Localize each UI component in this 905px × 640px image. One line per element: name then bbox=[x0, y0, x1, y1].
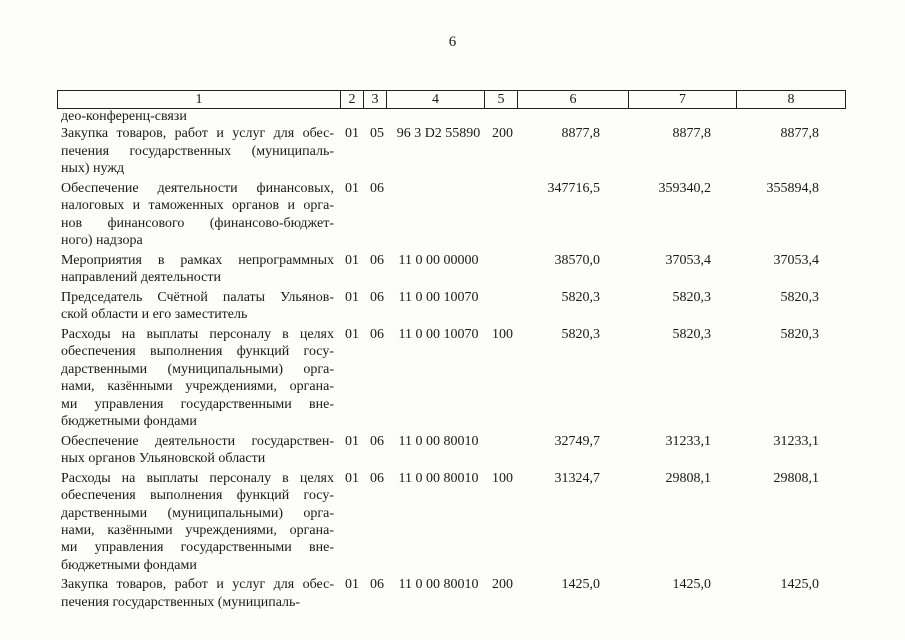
row-description bbox=[61, 180, 334, 250]
subsection-code: 06 bbox=[370, 470, 384, 486]
table-row bbox=[0, 289, 905, 326]
amount-col8: 31233,1 bbox=[773, 433, 819, 449]
amount-col7: 37053,4 bbox=[665, 252, 711, 268]
expense-type-code: 200 bbox=[492, 577, 513, 593]
description-line: дарственными (муниципальными) орга- bbox=[61, 505, 334, 521]
amount-col6: 1425,0 bbox=[561, 577, 600, 593]
expense-type-code: 200 bbox=[492, 126, 513, 142]
description-line: Расходы на выплаты персоналу в целях bbox=[61, 470, 334, 486]
amount-col7: 359340,2 bbox=[658, 180, 711, 196]
table-row bbox=[0, 576, 905, 613]
expense-type-code: 100 bbox=[492, 470, 513, 486]
description-line: Обеспечение деятельности финансовых, bbox=[61, 180, 334, 196]
amount-col7: 5820,3 bbox=[672, 289, 711, 305]
description-line: Обеспечение деятельности государствен- bbox=[61, 433, 334, 449]
column-header-7: 7 bbox=[629, 91, 737, 109]
column-header-1: 1 bbox=[58, 91, 341, 109]
column-header-6: 6 bbox=[518, 91, 629, 109]
description-line: нов финансового (финансово-бюджет- bbox=[61, 215, 334, 231]
target-article-code: 96 3 D2 55890 bbox=[396, 126, 481, 142]
description-line: бюджетными фондами bbox=[61, 414, 197, 429]
table-row bbox=[0, 433, 905, 470]
row-description bbox=[61, 125, 334, 177]
amount-col8: 8877,8 bbox=[780, 126, 819, 142]
amount-col7: 31233,1 bbox=[665, 433, 711, 449]
row-description bbox=[61, 470, 334, 574]
description-line: печения государственных (муниципаль- bbox=[61, 594, 301, 610]
amount-col7: 29808,1 bbox=[665, 470, 711, 486]
row-description bbox=[61, 252, 334, 287]
budget-table-body bbox=[0, 108, 905, 614]
column-header-2: 2 bbox=[341, 91, 364, 109]
section-code: 01 bbox=[345, 126, 359, 142]
target-article-code: 11 0 00 10070 bbox=[398, 289, 479, 305]
amount-col8: 1425,0 bbox=[780, 577, 819, 593]
description-line: нами, казёнными учреждениями, органа- bbox=[61, 522, 334, 538]
section-code: 01 bbox=[345, 433, 359, 449]
description-line: ми управления государственными вне- bbox=[61, 396, 334, 412]
amount-col6: 32749,7 bbox=[554, 433, 600, 449]
section-code: 01 bbox=[345, 470, 359, 486]
description-line: ных) нужд bbox=[61, 161, 125, 177]
subsection-code: 05 bbox=[370, 126, 384, 142]
column-header-5: 5 bbox=[485, 91, 518, 109]
amount-col8: 5820,3 bbox=[780, 289, 819, 305]
description-line: Закупка товаров, работ и услуг для обес- bbox=[61, 577, 334, 593]
description-line: ской области и его заместитель bbox=[61, 307, 248, 323]
description-line: Расходы на выплаты персоналу в целях bbox=[61, 326, 334, 342]
amount-col7: 1425,0 bbox=[672, 577, 711, 593]
page-number: 6 bbox=[448, 34, 457, 50]
amount-col6: 8877,8 bbox=[561, 126, 600, 142]
column-header-8: 8 bbox=[737, 91, 846, 109]
description-line: нами, казёнными учреждениями, органа- bbox=[61, 379, 334, 395]
subsection-code: 06 bbox=[370, 433, 384, 449]
subsection-code: 06 bbox=[370, 326, 384, 342]
section-code: 01 bbox=[345, 252, 359, 268]
column-header-row bbox=[58, 91, 846, 109]
subsection-code: 06 bbox=[370, 252, 384, 268]
subsection-code: 06 bbox=[370, 289, 384, 305]
description-line: Закупка товаров, работ и услуг для обес- bbox=[61, 126, 334, 142]
description-line: ми управления государственными вне- bbox=[61, 540, 334, 556]
description-line: налоговых и таможенных органов и орга- bbox=[61, 198, 334, 214]
section-code: 01 bbox=[345, 289, 359, 305]
subsection-code: 06 bbox=[370, 180, 384, 196]
amount-col8: 355894,8 bbox=[766, 180, 819, 196]
amount-col6: 347716,5 bbox=[547, 180, 600, 196]
description-line: Мероприятия в рамках непрограммных bbox=[61, 252, 334, 268]
table-row bbox=[0, 252, 905, 289]
amount-col8: 37053,4 bbox=[773, 252, 819, 268]
amount-col8: 5820,3 bbox=[780, 326, 819, 342]
row-description bbox=[61, 576, 334, 611]
row-description bbox=[61, 289, 334, 324]
column-header-4: 4 bbox=[387, 91, 485, 109]
section-code: 01 bbox=[345, 326, 359, 342]
amount-col7: 8877,8 bbox=[672, 126, 711, 142]
column-header-table bbox=[57, 90, 846, 109]
row-description bbox=[61, 108, 334, 125]
description-line: бюджетными фондами bbox=[61, 557, 197, 573]
description-line: печения государственных (муниципаль- bbox=[61, 143, 334, 159]
description-line: направлений деятельности bbox=[61, 270, 221, 286]
target-article-code: 11 0 00 80010 bbox=[398, 433, 479, 449]
amount-col7: 5820,3 bbox=[672, 326, 711, 342]
target-article-code: 11 0 00 80010 bbox=[398, 470, 479, 486]
amount-col6: 5820,3 bbox=[561, 289, 600, 305]
amount-col6: 5820,3 bbox=[561, 326, 600, 342]
table-row bbox=[0, 125, 905, 180]
target-article-code: 11 0 00 00000 bbox=[398, 252, 479, 268]
amount-col6: 31324,7 bbox=[554, 470, 600, 486]
description-line: део-конференц-связи bbox=[61, 109, 187, 124]
row-description bbox=[61, 433, 334, 468]
section-code: 01 bbox=[345, 577, 359, 593]
row-description bbox=[61, 326, 334, 430]
table-row bbox=[0, 108, 905, 125]
description-line: ного) надзора bbox=[61, 233, 143, 249]
subsection-code: 06 bbox=[370, 577, 384, 593]
section-code: 01 bbox=[345, 180, 359, 196]
target-article-code: 11 0 00 10070 bbox=[398, 326, 479, 342]
description-line: обеспечения выполнения функций госу- bbox=[61, 344, 334, 360]
description-line: обеспечения выполнения функций госу- bbox=[61, 488, 334, 504]
description-line: ных органов Ульяновской области bbox=[61, 451, 266, 467]
table-row bbox=[0, 180, 905, 252]
table-row bbox=[0, 326, 905, 433]
expense-type-code: 100 bbox=[492, 326, 513, 342]
column-header-3: 3 bbox=[364, 91, 387, 109]
amount-col8: 29808,1 bbox=[773, 470, 819, 486]
amount-col6: 38570,0 bbox=[554, 252, 600, 268]
description-line: дарственными (муниципальными) орга- bbox=[61, 361, 334, 377]
description-line: Председатель Счётной палаты Ульянов- bbox=[61, 289, 334, 305]
target-article-code: 11 0 00 80010 bbox=[398, 577, 479, 593]
table-row bbox=[0, 470, 905, 577]
